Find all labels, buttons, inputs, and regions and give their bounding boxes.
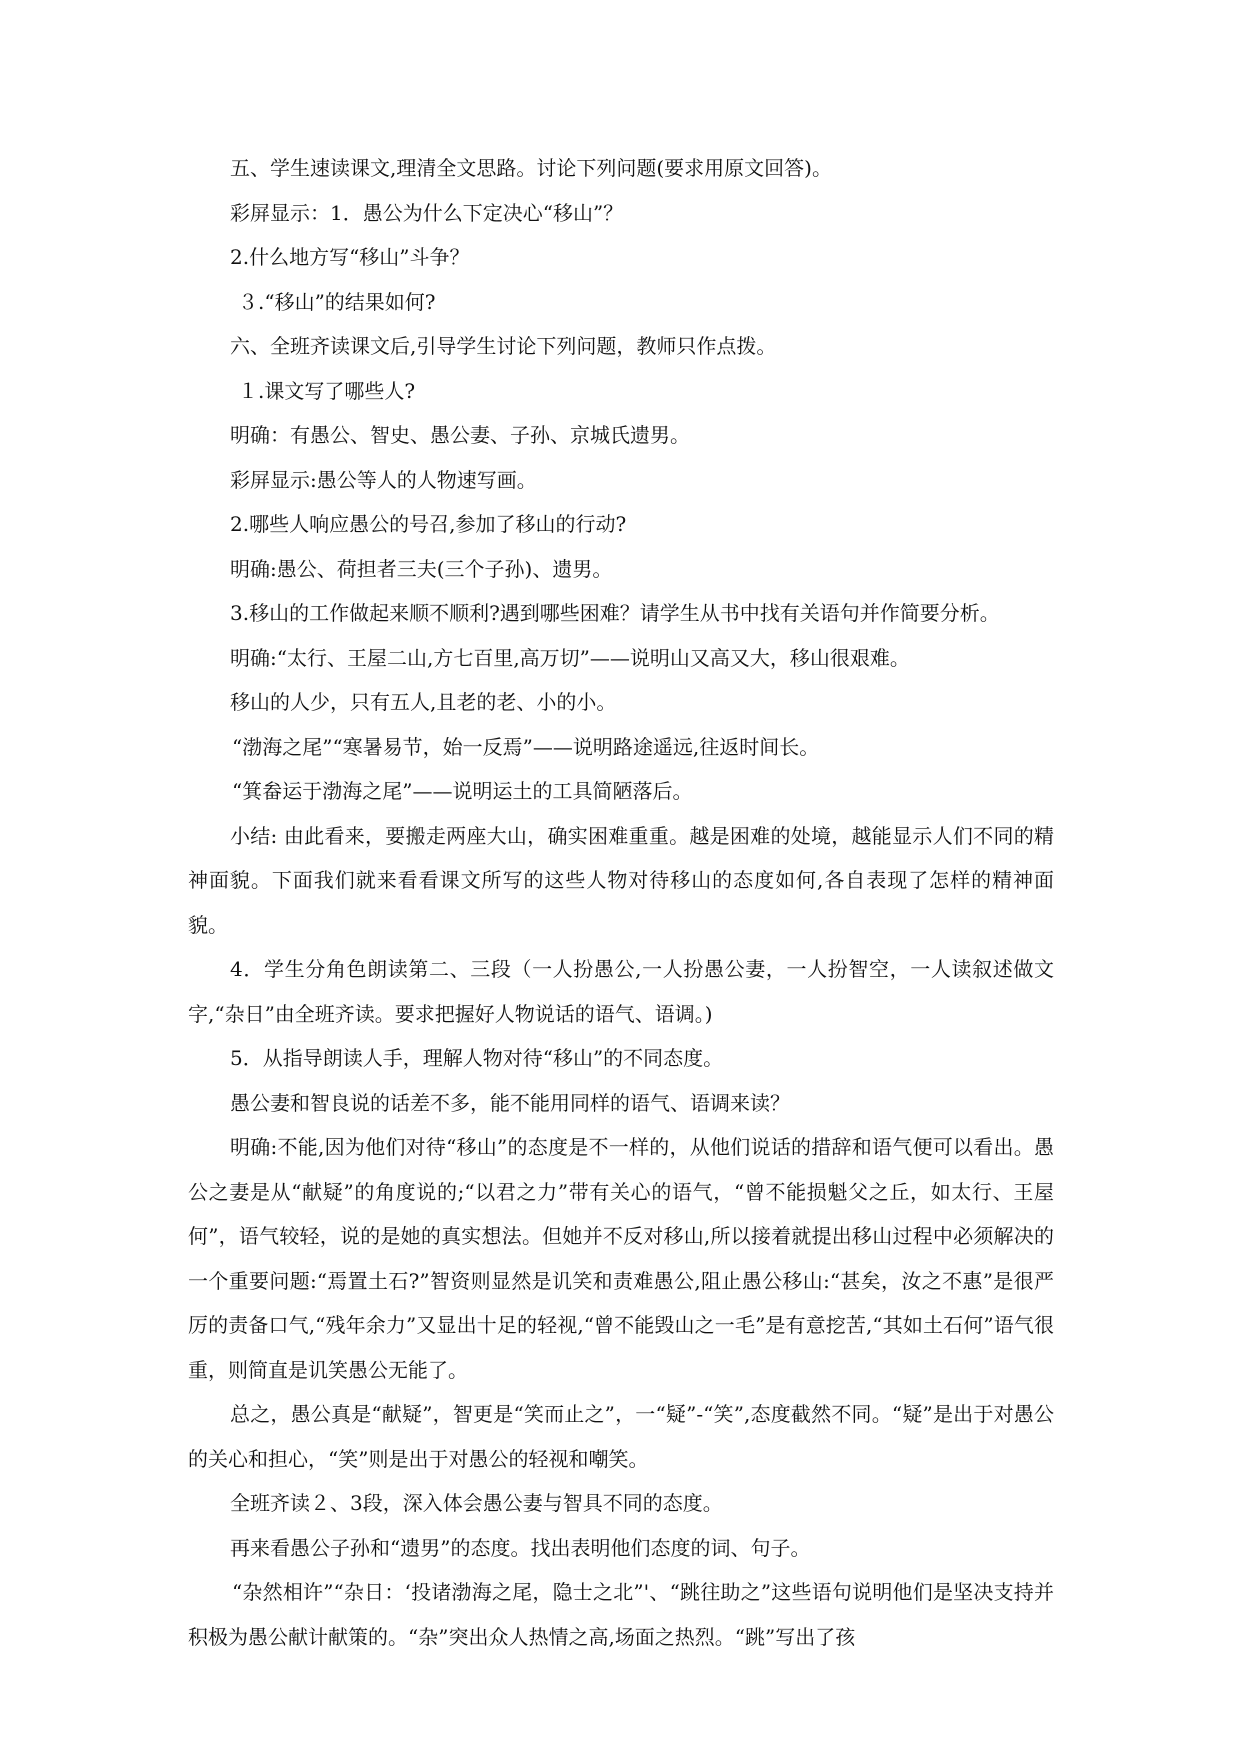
activity-5: 5．从指导朗读人手，理解人物对待“移山”的不同态度。 — [230, 1046, 724, 1070]
screen-display-note: 彩屏显示:愚公等人的人物速写画。 — [230, 467, 537, 492]
reading-question: 愚公妻和智良说的话差不多，能不能用同样的语气、语调来读？ — [230, 1090, 790, 1115]
question-2: 2.什么地方写“移山”斗争？ — [230, 245, 470, 269]
document-body — [188, 146, 1054, 1659]
quote-analysis-2: “箕畚运于渤海之尾”——说明运土的工具简陋落后。 — [232, 779, 693, 803]
conclusion-paragraph: 总之，愚公真是“献疑”，智更是“笑而止之”，一“疑”-“笑”,态度截然不同。“疑”是出于对愚公的关心和担心，“笑”则是出于对愚公的轻视和嘲笑。 — [188, 1402, 1054, 1471]
analysis-paragraph: 明确:不能,因为他们对待“移山”的态度是不一样的，从他们说话的措辞和语气便可以看出。愚公之妻是从“献疑”的角度说的;“以君之力”带有关心的语气，“曾不能损魁父之丘，如太行、王屋何”，语气较轻，说的是她的真实想法。但她并不反对移山,所以接着就提出移山过程中必须解决的一个重要问题:“焉置土石?”智资则显然是讥笑和责难愚公,阻止愚公移山:“甚矣，汝之不惠”是很严厉的责备口气,“残年余力”又显出十足的轻视,“曾不能毁山之一毛”是有意挖苦,“其如土石何”语气很重，则简直是讥笑愚公无能了。 — [188, 1135, 1054, 1382]
class-reading-note: 全班齐读２、3段，深入体会愚公妻与智具不同的态度。 — [230, 1491, 723, 1515]
descendants-question: 再来看愚公子孙和“遗男”的态度。找出表明他们态度的词、句子。 — [230, 1535, 811, 1560]
answer-3: 明确:“太行、王屋二山,方七百里,高万切”——说明山又高又大，移山很艰难。 — [230, 645, 910, 670]
section-heading-6: 六、全班齐读课文后,引导学生讨论下列问题，教师只作点拨。 — [230, 334, 777, 358]
discussion-question-1: １.课文写了哪些人? — [238, 378, 416, 403]
section-heading-5: 五、学生速读课文,理清全文思路。讨论下列问题(要求用原文回答)。 — [230, 156, 832, 180]
discussion-question-3: 3.移山的工作做起来顺不顺利?遇到哪些困难？请学生从书中找有关语句并作简要分析。 — [230, 601, 1000, 625]
answer-3-continued: 移山的人少，只有五人,且老的老、小的小。 — [230, 690, 617, 714]
discussion-question-2: 2.哪些人响应愚公的号召,参加了移山的行动? — [230, 512, 627, 536]
answer-2: 明确:愚公、荷担者三夫(三个子孙)、遗男。 — [230, 556, 613, 581]
answer-1: 明确：有愚公、智史、愚公妻、子孙、京城氏遗男。 — [230, 423, 690, 447]
summary-paragraph: 小结: 由此看来，要搬走两座大山，确实困难重重。越是困难的处境，越能显示人们不同的精神面貌。下面我们就来看看课文所写的这些人物对待移山的态度如何,各自表现了怎样的精神面貌。 — [188, 823, 1054, 937]
descendants-analysis: “杂然相许”“杂日：‘投诸渤海之尾，隐士之北”'、“跳往助之”这些语句说明他们是坚决支持并积极为愚公献计献策的。“杂”突出众人热情之高,场面之热烈。“跳”写出了孩 — [188, 1580, 1054, 1649]
activity-4: 4．学生分角色朗读第二、三段（一人扮愚公,一人扮愚公妻，一人扮智空，一人读叙述做文字,“杂日”由全班齐读。要求把握好人物说话的语气、语调。) — [188, 957, 1054, 1026]
screen-display-question-1: 彩屏显示：1．愚公为什么下定决心“移山”？ — [230, 200, 624, 225]
question-3: ３.“移山”的结果如何? — [238, 289, 436, 314]
quote-analysis-1: “渤海之尾”“寒暑易节，始一反焉”——说明路途遥远,往返时间长。 — [232, 734, 820, 759]
